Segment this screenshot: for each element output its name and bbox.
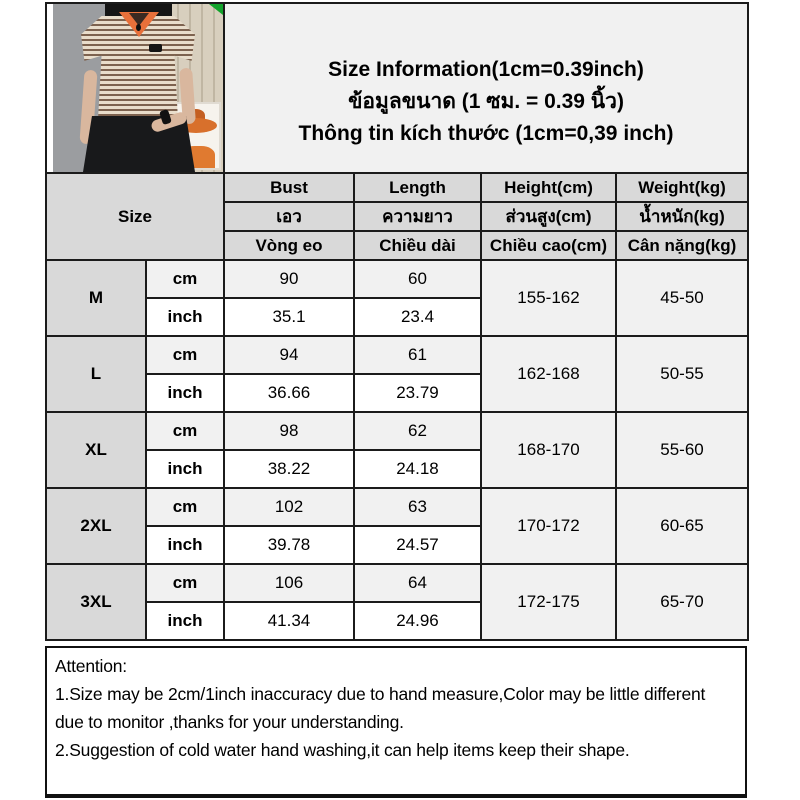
unit-cm-label: cm — [146, 564, 224, 602]
unit-inch-label: inch — [146, 602, 224, 640]
unit-inch-label: inch — [146, 450, 224, 488]
length-header-en: Length — [354, 173, 481, 202]
title-thai: ข้อมูลขนาด (1 ซม. = 0.39 นิ้ว) — [348, 90, 624, 113]
unit-cm-label: cm — [146, 412, 224, 450]
size-chart-main — [45, 2, 747, 798]
height-range-value: 170-172 — [481, 488, 616, 564]
bust-cm-value: 102 — [224, 488, 354, 526]
bust-cm-value: 98 — [224, 412, 354, 450]
length-inch-value: 24.18 — [354, 450, 481, 488]
bust-cm-value: 90 — [224, 260, 354, 298]
unit-cm-label: cm — [146, 488, 224, 526]
length-cm-value: 64 — [354, 564, 481, 602]
bust-header-en: Bust — [224, 173, 354, 202]
height-range-value: 155-162 — [481, 260, 616, 336]
length-cm-value: 60 — [354, 260, 481, 298]
length-inch-value: 24.96 — [354, 602, 481, 640]
height-header-th: ส่วนสูง(cm) — [481, 202, 616, 231]
size-label-m: M — [46, 260, 146, 336]
bust-inch-value: 39.78 — [224, 526, 354, 564]
necklace-pendant — [136, 24, 141, 31]
unit-inch-label: inch — [146, 298, 224, 336]
size-label-3xl: 3XL — [46, 564, 146, 640]
length-header-th: ความยาว — [354, 202, 481, 231]
height-range-value: 172-175 — [481, 564, 616, 640]
height-header-vi: Chiều cao(cm) — [481, 231, 616, 260]
unit-inch-label: inch — [146, 526, 224, 564]
title-english: Size Information(1cm=0.39inch) — [328, 58, 644, 81]
height-range-value: 168-170 — [481, 412, 616, 488]
product-photo — [53, 4, 223, 172]
chest-logo-patch — [149, 44, 162, 52]
attention-box — [45, 646, 747, 798]
weight-header-th: น้ำหนัก(kg) — [616, 202, 748, 231]
bust-inch-value: 41.34 — [224, 602, 354, 640]
height-range-value: 162-168 — [481, 336, 616, 412]
size-table — [45, 2, 749, 641]
attention-line-1: 1.Size may be 2cm/1inch inaccuracy due to hand measure,Color may be little different due to monitor ,thanks for your understanding. — [55, 684, 706, 732]
size-label-2xl: 2XL — [46, 488, 146, 564]
attention-heading: Attention: — [55, 656, 127, 676]
weight-range-value: 55-60 — [616, 412, 748, 488]
length-inch-value: 23.4 — [354, 298, 481, 336]
bust-inch-value: 35.1 — [224, 298, 354, 336]
height-header-en: Height(cm) — [481, 173, 616, 202]
bust-cm-value: 94 — [224, 336, 354, 374]
length-cm-value: 62 — [354, 412, 481, 450]
unit-cm-label: cm — [146, 336, 224, 374]
weight-range-value: 45-50 — [616, 260, 748, 336]
attention-line-2: 2.Suggestion of cold water hand washing,it can help items keep their shape. — [55, 740, 630, 760]
bust-inch-value: 38.22 — [224, 450, 354, 488]
product-photo-cell — [46, 3, 224, 173]
weight-range-value: 50-55 — [616, 336, 748, 412]
weight-range-value: 60-65 — [616, 488, 748, 564]
title-cell — [224, 3, 748, 173]
length-inch-value: 24.57 — [354, 526, 481, 564]
size-column-header: Size — [46, 173, 224, 260]
weight-header-en: Weight(kg) — [616, 173, 748, 202]
bust-cm-value: 106 — [224, 564, 354, 602]
length-inch-value: 23.79 — [354, 374, 481, 412]
length-cm-value: 61 — [354, 336, 481, 374]
green-corner-icon — [209, 4, 223, 15]
length-header-vi: Chiều dài — [354, 231, 481, 260]
bust-inch-value: 36.66 — [224, 374, 354, 412]
size-label-xl: XL — [46, 412, 146, 488]
weight-header-vi: Cân nặng(kg) — [616, 231, 748, 260]
unit-inch-label: inch — [146, 374, 224, 412]
size-label-l: L — [46, 336, 146, 412]
weight-range-value: 65-70 — [616, 564, 748, 640]
unit-cm-label: cm — [146, 260, 224, 298]
bust-header-th: เอว — [224, 202, 354, 231]
length-cm-value: 63 — [354, 488, 481, 526]
bust-header-vi: Vòng eo — [224, 231, 354, 260]
title-vietnamese: Thông tin kích thước (1cm=0,39 inch) — [298, 122, 674, 145]
